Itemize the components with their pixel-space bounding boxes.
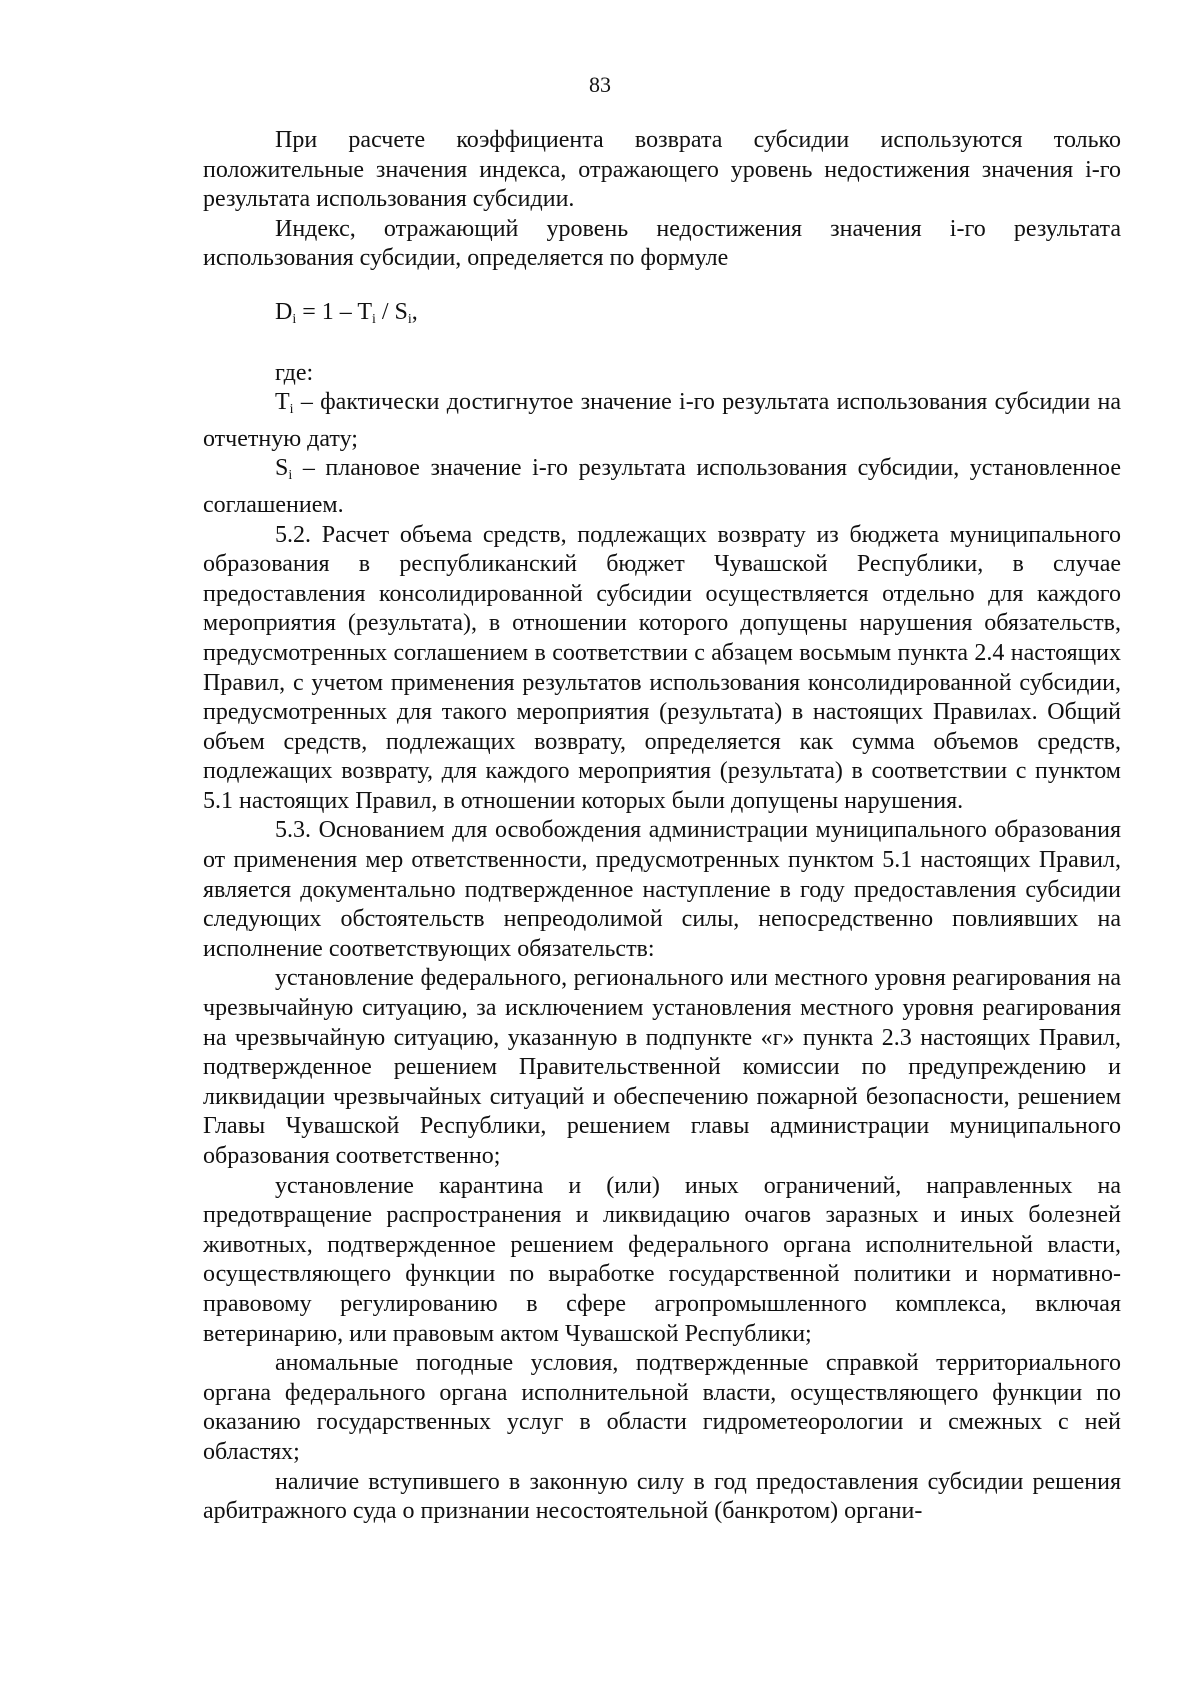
where-label: где: xyxy=(275,359,314,386)
definition-s-var: S xyxy=(275,455,289,482)
section-5-2: 5.2. Расчет объема средств, подлежащих возврату из бюджета муниципального образования в республиканский бюджет Чувашской Республики, в случае предоставления консолидированной субсидии осуществляется отдельно для каждого мероприятия (результата), в отношении которого допущены нарушения обязательств, предусмотренных соглашением в соответствии с абзацем восьмым пункта 2.4 настоящих Правил, с учетом применения результатов использования консолидированной субсидии, предусмотренных для такого мероприятия (результата) в настоящих Правилах. Общий объем средств, подлежащих возврату, определяется как сумма объемов средств, подлежащих возврату, для каждого мероприятия (результата) в соответствии с пунктом 5.1 настоящих Правил, в отношении которых были допущены нарушения. xyxy=(203,521,1121,814)
formula-middle: = 1 – T xyxy=(296,298,372,325)
page-number: 83 xyxy=(589,72,611,97)
formula-d-subscript: i xyxy=(292,311,297,327)
definition-t xyxy=(203,388,1121,454)
definition-s-subscript: i xyxy=(288,468,293,484)
definition-s-text: – плановое значение i-го результата использования субсидии, установленное соглашением. xyxy=(203,455,1121,518)
paragraph-index-definition: Индекс, отражающий уровень недостижения значения i-го результата использования субсидии, определяется по формуле xyxy=(203,215,1121,272)
formula-t-subscript: i xyxy=(372,311,376,327)
definition-t-text: – фактически достигнутое значение i-го результата использования субсидии на отчетную дату; xyxy=(203,389,1121,452)
list-item: установление федерального, регионального или местного уровня реагирования на чрезвычайную ситуацию, за исключением установления местного уровня реагирования на чрезвычайную ситуацию, указанную в подпункте «г» пункта 2.3 настоящих Правил, подтвержденное решением Правительственной комиссии по предупреждению и ликвидации чрезвычайных ситуаций и обеспечению пожарной безопасности, решением Главы Чувашской Республики, решением главы администрации муниципального образования соответственно; xyxy=(203,965,1121,1169)
list-item: аномальные погодные условия, подтвержденные справкой территориального органа федерального органа исполнительной власти, осуществляющего функции по оказанию государственных услуг в области гидрометеорологии и смежных с ней областях; xyxy=(203,1350,1121,1465)
definition-t-subscript: i xyxy=(289,402,294,418)
definition-s xyxy=(203,454,1121,520)
formula-d: D xyxy=(275,298,293,325)
paragraph-coefficient-note: При расчете коэффициента возврата субсидии используются только положительные значения индекса, отражающего уровень недостижения значения i-го результата использования субсидии. xyxy=(203,127,1121,213)
document-body xyxy=(203,126,1121,1527)
formula xyxy=(203,298,1121,335)
formula-slash: / S xyxy=(375,298,408,325)
formula-s-subscript: i xyxy=(407,311,412,327)
section-5-3: 5.3. Основанием для освобождения администрации муниципального образования от применения мер ответственности, предусмотренных пунктом 5.1 настоящих Правил, является документально подтвержденное наступление в году предоставления субсидии следующих обстоятельств непреодолимой силы, непосредственно повлиявших на исполнение соответствующих обязательств: xyxy=(203,817,1121,962)
list-item: наличие вступившего в законную силу в год предоставления субсидии решения арбитражного суда о признании несостоятельной (банкротом) органи- xyxy=(203,1468,1121,1525)
list-item: установление карантина и (или) иных ограничений, направленных на предотвращение распространения и ликвидацию очагов заразных и иных болезней животных, подтвержденное решением федерального органа исполнительной власти, осуществляющего функции по выработке государственной политики и нормативно-правовому регулированию в сфере агропромышленного комплекса, включая ветеринарию, или правовым актом Чувашской Республики; xyxy=(203,1172,1121,1347)
definition-t-var: T xyxy=(275,389,290,416)
formula-end: , xyxy=(411,298,418,325)
